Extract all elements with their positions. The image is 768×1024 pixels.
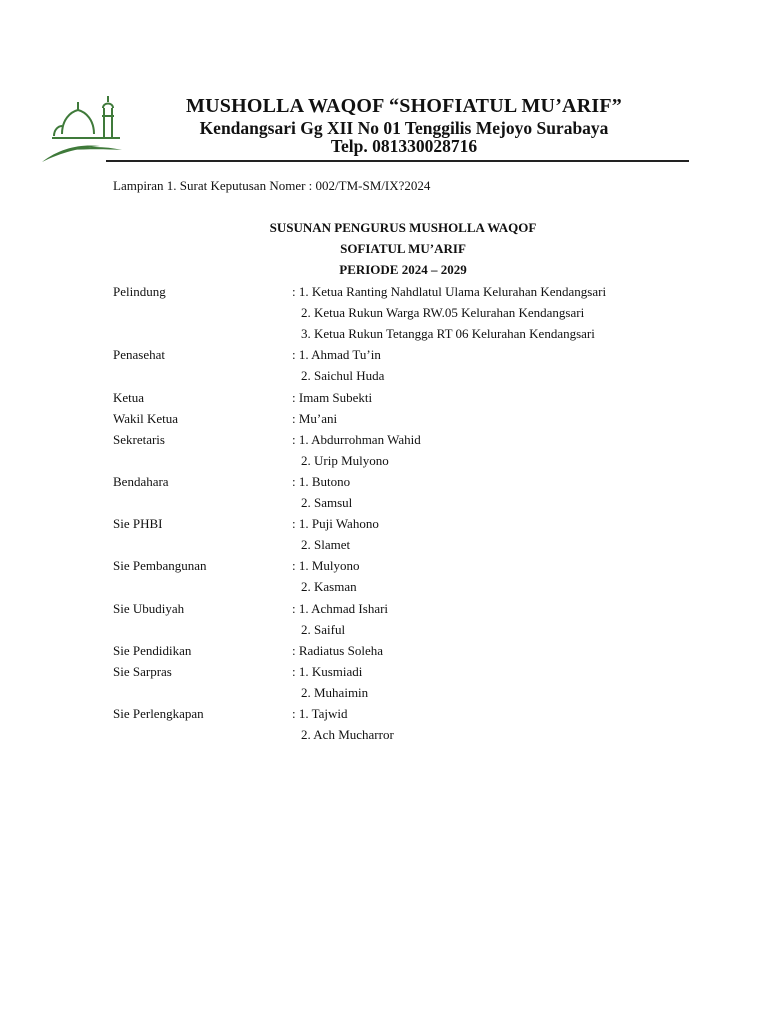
- roster-member: 2. Saichul Huda: [301, 368, 385, 384]
- roster-member: : 1. Mulyono: [292, 558, 360, 574]
- roster-member: 2. Ach Mucharror: [301, 727, 394, 743]
- roster-label: Sekretaris: [113, 431, 165, 447]
- roster-member: 2. Saiful: [301, 621, 346, 637]
- roster-member: : 1. Butono: [292, 473, 351, 489]
- header-divider: [106, 160, 689, 162]
- roster-member: : 1. Abdurrohman Wahid: [292, 431, 421, 447]
- roster-label: Sie Pendidikan: [113, 642, 192, 658]
- roster-member: 2. Kasman: [301, 579, 357, 595]
- roster-member: 2. Slamet: [301, 537, 351, 553]
- org-address: Kendangsari Gg XII No 01 Tenggilis Mejoyo Surabaya: [199, 118, 609, 138]
- roster-member: 2. Ketua Rukun Warga RW.05 Kelurahan Kendangsari: [301, 305, 585, 321]
- roster-label: Wakil Ketua: [113, 410, 179, 426]
- roster-member: : 1. Puji Wahono: [292, 516, 379, 532]
- roster-label: Sie Sarpras: [113, 663, 172, 679]
- roster-label: Sie Pembangunan: [113, 558, 207, 574]
- roster-member: : 1. Ahmad Tu’in: [292, 347, 381, 363]
- roster-member: : 1. Tajwid: [292, 706, 348, 721]
- org-name: MUSHOLLA WAQOF “SHOFIATUL MU’ARIF”: [186, 95, 622, 117]
- roster-label: Sie Perlengkapan: [113, 706, 204, 721]
- roster-member: 2. Samsul: [301, 495, 353, 510]
- roster-member: : 1. Achmad Ishari: [292, 600, 389, 616]
- roster-label: Bendahara: [113, 473, 169, 489]
- roster-member: : Mu’ani: [292, 410, 338, 426]
- roster-label: Pelindung: [113, 284, 166, 299]
- org-phone: Telp. 081330028716: [330, 136, 478, 156]
- roster-label: Sie PHBI: [113, 516, 163, 532]
- roster-member: : Imam Subekti: [292, 389, 373, 405]
- roster-member: 2. Urip Mulyono: [301, 452, 389, 468]
- roster-member: : 1. Kusmiadi: [292, 663, 363, 679]
- roster-label: Penasehat: [113, 347, 165, 363]
- lampiran-line: Lampiran 1. Surat Keputusan Nomer : 002/TM-SM/IX?2024: [113, 178, 431, 193]
- roster-member: 3. Ketua Rukun Tetangga RT 06 Kelurahan Kendangsari: [301, 326, 595, 342]
- document-period: PERIODE 2024 – 2029: [339, 262, 467, 277]
- roster-label: Sie Ubudiyah: [113, 600, 185, 616]
- roster-label: Ketua: [113, 389, 145, 405]
- roster-member: : 1. Ketua Ranting Nahdlatul Ulama Kelurahan Kendangsari: [292, 284, 607, 299]
- mosque-icon: [40, 92, 126, 164]
- roster-member: 2. Muhaimin: [301, 684, 369, 700]
- document-subtitle: SOFIATUL MU’ARIF: [340, 241, 466, 256]
- document-title: SUSUNAN PENGURUS MUSHOLLA WAQOF: [269, 220, 537, 235]
- roster-member: : Radiatus Soleha: [292, 642, 383, 658]
